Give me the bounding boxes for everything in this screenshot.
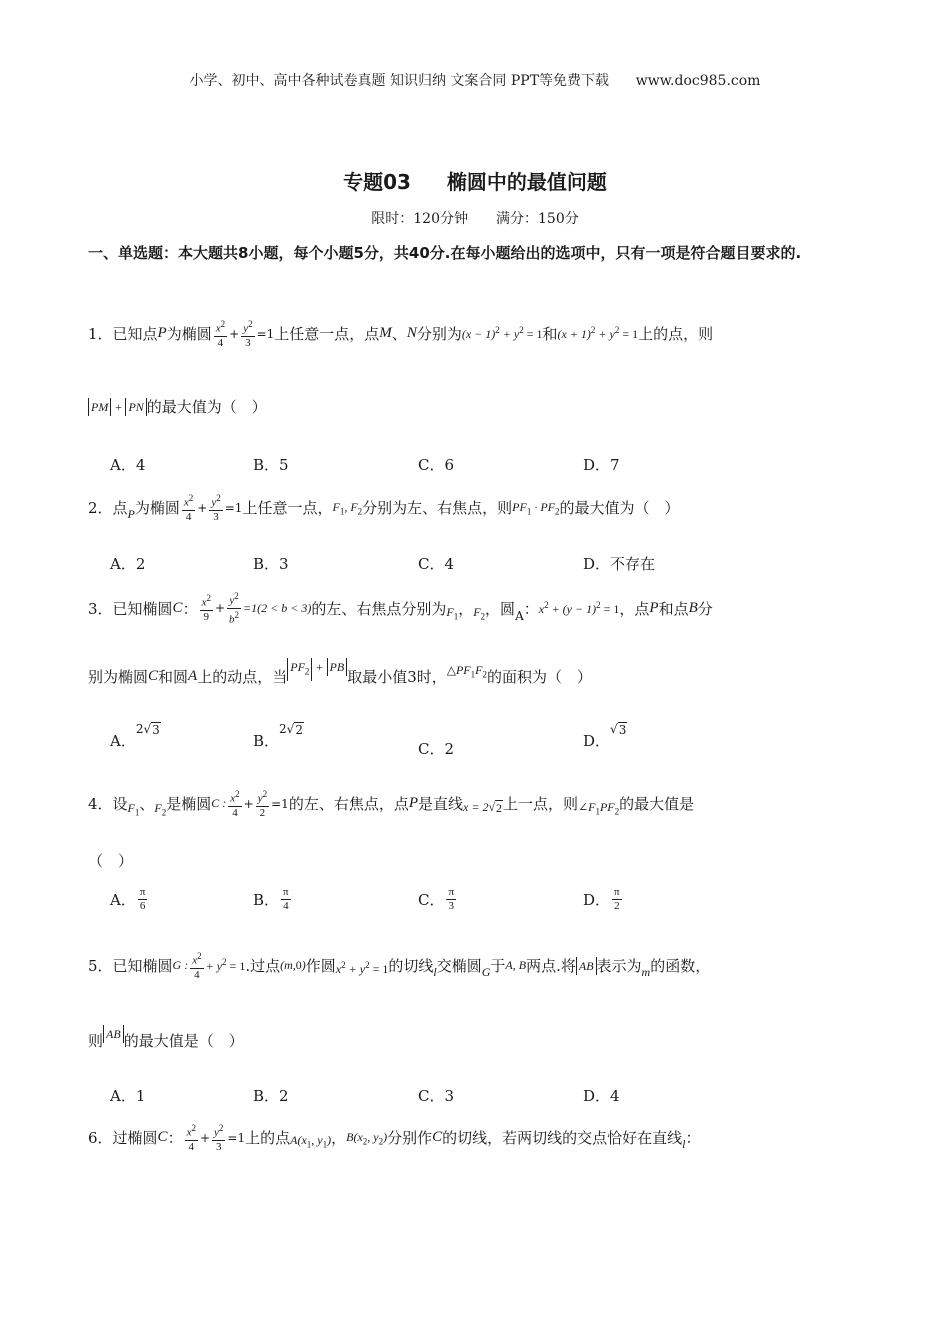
q2-option-d[interactable]: D．不存在 <box>583 555 656 573</box>
q3-text: 的面积为（ ） <box>486 668 592 686</box>
question-1-line2 <box>88 396 267 417</box>
formula: $(x - 1)^2 + y^2 = 1$ <box>461 325 543 342</box>
formula: $A(x_1$, $y_1$) <box>290 1132 332 1150</box>
formula: x = 2√ 2 <box>463 799 503 815</box>
formula: $\frac{x^2}{4}$ <box>215 319 226 349</box>
q5-text: 5．已知椭圆 <box>88 957 173 976</box>
q3-text: 取最小值3时， <box>347 668 447 686</box>
q3-text: 别为椭圆 <box>88 668 149 686</box>
formula: $\frac{y^2}{3}$ <box>211 493 221 523</box>
q5-text: 交椭圆 <box>436 957 482 976</box>
question-5-line2 <box>88 1026 244 1051</box>
q3-option-a[interactable]: A． 2√ 3 <box>110 722 160 750</box>
formula: $\frac{y^2}{2}$ <box>257 789 268 819</box>
q1-text: 上的点，则 <box>638 325 714 344</box>
q4-option-c[interactable]: C． $\frac{\pi}{3}$ <box>418 886 455 912</box>
q4-text: 、 <box>139 795 155 814</box>
q2-text: 的最大值为（ ） <box>559 499 680 518</box>
q1-option-c[interactable]: C．6 <box>418 456 455 474</box>
q3-option-c[interactable]: C．2 <box>418 740 455 758</box>
q5-option-b[interactable]: B．2 <box>253 1087 289 1105</box>
q2-option-b[interactable]: B．3 <box>253 555 289 573</box>
q2-text: 分别为左、右焦点，则 <box>362 499 513 518</box>
q4-text: 上一点，则 <box>503 795 579 814</box>
question-2-line1: 2．点 P 为椭圆 $\frac{x^2}{4}$ + $\frac{y^2}{3}$ =1 上任意一点， $F_1$, $F_2$ 分别为左、右焦点，则 $PF_1 \cdot PF_2$ 的最大值为（ ） <box>88 493 680 523</box>
q6-text: 的切线，若两切线的交点恰好在直线 <box>442 1129 683 1148</box>
formula: $x^2 + y^2 = 1$ <box>335 960 389 977</box>
q2-text: 为椭圆 <box>134 499 180 518</box>
q1-text: 的最大值为（ ） <box>146 398 267 416</box>
q2-text: 2．点 <box>88 499 128 518</box>
q4-option-d-label: D． <box>583 891 611 909</box>
q4-text: 的左、右焦点，点 <box>288 795 409 814</box>
q1-option-d[interactable]: D．7 <box>583 456 620 474</box>
formula: $PF_1 \cdot PF_2$ <box>512 499 560 517</box>
formula: $\frac{x^2}{4}$ <box>192 951 202 981</box>
q4-option-b-label: B． <box>253 891 280 909</box>
q3-option-b-label: B． <box>253 732 280 750</box>
formula: $\frac{y^2}{3}$ <box>243 319 253 349</box>
formula: $\frac{y^2}{3}$ <box>214 1123 224 1153</box>
question-1-line1: 1．已知点 P 为椭圆 $\frac{x^2}{4}$ + $\frac{y^2}{3}$ =1 上任意一点，点 M 、 N 分别为 $(x - 1)^2 + y^2 = 1$ 和 $(x + 1)^2 + y^2 = 1$ 上的点，则 <box>88 319 714 349</box>
q5-option-a[interactable]: A．1 <box>110 1087 146 1105</box>
title-part2: 椭圆中的最值问题 <box>446 170 607 194</box>
formula: $\triangle PF_1F_2$ <box>446 663 487 680</box>
title-part1: 专题03 <box>343 170 411 194</box>
formula: PM + PN <box>88 398 147 416</box>
q3-option-d[interactable]: D． √ 3 <box>583 722 627 750</box>
q3-text: 的左、右焦点分别为 <box>311 599 447 618</box>
q1-text: 上任意一点，点 <box>274 325 380 344</box>
formula: $B(x_2$, $y_2$) <box>346 1129 388 1147</box>
question-6-line1: 6．过椭圆 C ： $\frac{x^2}{4}$ + $\frac{y^2}{3}$ =1 上的点 $A(x_1$, $y_1$) ， $B(x_2$, $y_2$) 分别作 C 的切线，若两切线的交点恰好在直线 l ： <box>88 1123 701 1153</box>
q6-text: ， <box>331 1129 347 1148</box>
q4-text: 是椭圆 <box>166 795 212 814</box>
full-score: 满分：150分 <box>496 211 579 227</box>
header-site[interactable]: www.doc985.com <box>635 73 761 89</box>
q5-text: 的切线 <box>388 957 434 976</box>
formula: $PF_2$ + PB <box>287 658 347 680</box>
q5-text: 作圆 <box>305 957 336 976</box>
q5-text: 于 <box>490 957 506 976</box>
q3-text: 和点 <box>658 599 689 618</box>
q5-option-c[interactable]: C．3 <box>418 1087 455 1105</box>
q5-text: 表示为 <box>596 957 642 976</box>
formula: A, B <box>505 958 527 973</box>
formula: $\frac{x^2}{4}$ <box>183 493 194 523</box>
question-5-line1: 5．已知椭圆 G : $\frac{x^2}{4}$ + $y^2 = 1$ .过点 (m,0) 作圆 $x^2 + y^2 = 1$ 的切线 l 交椭圆 G 于 A, B 两点.将 AB 表示为 m 的函数， <box>88 951 711 981</box>
q3-text: 和圆 <box>158 668 189 686</box>
formula: AB <box>576 957 597 975</box>
q6-text: 上的点 <box>245 1129 291 1148</box>
formula: $\frac{x^2}{4}$ <box>186 1123 196 1153</box>
formula: $\angle F_1PF_2$ <box>578 799 620 817</box>
q5-option-d[interactable]: D．4 <box>583 1087 620 1105</box>
q2-text: 上任意一点， <box>242 499 333 518</box>
section-heading: 一、单选题：本大题共8小题，每个小题5分，共40分.在每小题给出的选项中，只有一项是符合题目要求的. <box>88 244 802 262</box>
question-3-line1: 3．已知椭圆 C ： $\frac{x^2}{9}$ + $\frac{y^2}{b^2}$ =1(2 < b < 3) 的左、右焦点分别为 $F_1$ ， $F_2$ ，圆 A ： $x^2 + (y - 1)^2 = 1$ ，点 P 和点 B 分 <box>88 591 713 626</box>
formula: $\frac{x^2}{9}$ <box>201 593 211 623</box>
q3-option-b[interactable]: B． 2√ 2 <box>253 722 303 750</box>
q1-text: 1．已知点 <box>88 325 158 344</box>
formula: $x^2 + (y - 1)^2 = 1$ <box>538 599 620 616</box>
q3-option-a-label: A． <box>110 732 136 750</box>
q3-text: 上的动点，当 <box>197 668 288 686</box>
page-title <box>0 166 950 195</box>
q4-option-a-label: A． <box>110 891 136 909</box>
q5-text: 则 <box>88 1032 104 1050</box>
q1-text: 分别为 <box>416 325 462 344</box>
q5-text: 两点.将 <box>526 957 576 976</box>
formula: $\frac{y^2}{b^2}$ <box>229 591 240 626</box>
q3-option-d-label: D． <box>583 732 611 750</box>
formula: $F_1$, $F_2$ <box>332 499 363 517</box>
q6-text: 分别作 <box>387 1129 433 1148</box>
q3-text: ， <box>458 599 474 618</box>
q1-option-a[interactable]: A．4 <box>110 456 146 474</box>
header-banner: 小学、初中、高中各种试卷真题 知识归纳 文案合同 PPT等免费下载 <box>189 73 610 89</box>
q4-text: 的最大值是 <box>619 795 695 814</box>
formula: AB <box>103 1025 124 1043</box>
formula: (m,0) <box>280 958 306 973</box>
question-4-line1: 4．设 $F_1$ 、 $F_2$ 是椭圆 C : $\frac{x^2}{4}$ + $\frac{y^2}{2}$ =1 的左、右焦点，点 P 是直线 x = 2√ 2 上一点，则 $\angle F_1PF_2$ 的最大值是 <box>88 789 695 819</box>
q3-text: 3．已知椭圆 <box>88 599 173 618</box>
q5-text: .过点 <box>245 957 281 976</box>
q4-option-d[interactable]: D． $\frac{\pi}{2}$ <box>583 886 620 912</box>
question-4-line2: （ ） <box>88 852 134 870</box>
page-subtitle <box>0 208 950 228</box>
q4-text: 是直线 <box>418 795 464 814</box>
q3-text: ，点 <box>619 599 650 618</box>
q3-text: 分 <box>697 599 713 618</box>
q3-text: ，圆 <box>485 599 516 618</box>
q5-text: 的函数， <box>650 957 711 976</box>
q6-text: ： <box>685 1129 701 1148</box>
question-3-line2: 别为椭圆 C 和圆 A 上的动点，当 $PF_2$ + PB 取最小值3时， $\triangle PF_1F_2$ 的面积为（ ） <box>88 660 592 686</box>
q5-text: 的最大值是（ ） <box>123 1032 244 1050</box>
q4-option-a[interactable]: A． $\frac{\pi}{6}$ <box>110 886 146 912</box>
q4-option-b[interactable]: B． $\frac{\pi}{4}$ <box>253 886 289 912</box>
q4-option-c-label: C． <box>418 891 445 909</box>
q2-option-c[interactable]: C．4 <box>418 555 455 573</box>
q1-text: 和 <box>542 325 558 344</box>
q1-text: 为椭圆 <box>166 325 212 344</box>
page-header <box>0 70 950 90</box>
q1-option-b[interactable]: B．5 <box>253 456 289 474</box>
q2-option-a[interactable]: A．2 <box>110 555 146 573</box>
formula: $\frac{x^2}{4}$ <box>230 789 240 819</box>
q6-text: ： <box>167 1129 183 1148</box>
q4-text: 4．设 <box>88 795 128 814</box>
formula: $(x + 1)^2 + y^2 = 1$ <box>557 325 639 342</box>
q3-text: ： <box>523 599 539 618</box>
time-limit: 限时：120分钟 <box>371 211 468 227</box>
q6-text: 6．过椭圆 <box>88 1129 158 1148</box>
